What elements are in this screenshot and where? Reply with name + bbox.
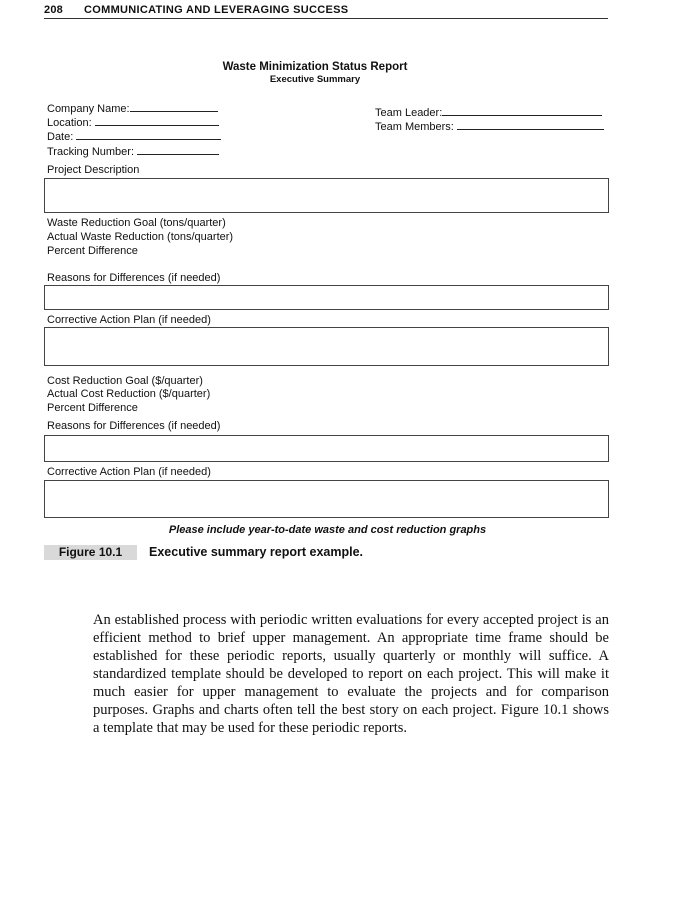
tracking-number-blank [137,145,219,155]
team-leader-field [375,106,602,120]
cost-reasons-box [44,435,609,462]
waste-percent-label: Percent Difference [47,245,138,257]
cost-goal-label: Cost Reduction Goal ($/quarter) [47,375,203,387]
cost-percent-label: Percent Difference [47,402,138,414]
cost-corrective-box [44,480,609,518]
location-blank [95,116,219,126]
date-label: Date: [47,131,74,143]
form-title: Waste Minimization Status Report [222,61,408,73]
cost-corrective-label: Corrective Action Plan (if needed) [47,466,211,478]
project-description-label: Project Description [47,164,140,176]
waste-corrective-box [44,327,609,366]
page-number: 208 [44,4,63,16]
waste-goal-label: Waste Reduction Goal (tons/quarter) [47,217,226,229]
cost-reasons-label: Reasons for Differences (if needed) [47,420,221,432]
figure-label: Figure 10.1 [44,545,137,560]
location-field [47,116,219,130]
company-name-field [47,102,218,116]
tracking-number-label: Tracking Number: [47,146,135,158]
running-header [44,4,608,19]
location-label: Location: [47,117,92,129]
tracking-number-field [47,145,219,159]
project-description-box [44,178,609,213]
running-head-title: COMMUNICATING AND LEVERAGING SUCCESS [84,4,349,16]
waste-reasons-label: Reasons for Differences (if needed) [47,272,221,284]
graphs-note: Please include year-to-date waste and cost reduction graphs [168,524,487,536]
company-name-label: Company Name: [47,103,130,115]
team-leader-blank [442,106,602,116]
team-members-field [375,120,604,134]
team-leader-label: Team Leader: [375,107,443,119]
cost-actual-label: Actual Cost Reduction ($/quarter) [47,388,211,400]
team-members-label: Team Members: [375,121,454,133]
body-paragraph: An established process with periodic written evaluations for every accepted project is an efficient method to brief upper management. An appropriate time frame should be established for these periodic reports, usually quarterly or monthly will suffice. A standardized template should be developed to report on each project. This will make it much easier for upper management to evaluate the projects and for comparison purposes. Graphs and charts often tell the best story on each project. Figure 10.1 shows a template that may be used for these periodic reports. [93,612,609,736]
company-name-blank [130,102,218,112]
form-subtitle: Executive Summary [269,74,361,85]
date-field [47,130,221,144]
waste-reasons-box [44,285,609,310]
date-blank [76,130,221,140]
waste-actual-label: Actual Waste Reduction (tons/quarter) [47,231,234,243]
figure-caption: Executive summary report example. [149,545,363,559]
waste-corrective-label: Corrective Action Plan (if needed) [47,314,211,326]
team-members-blank [457,120,604,130]
